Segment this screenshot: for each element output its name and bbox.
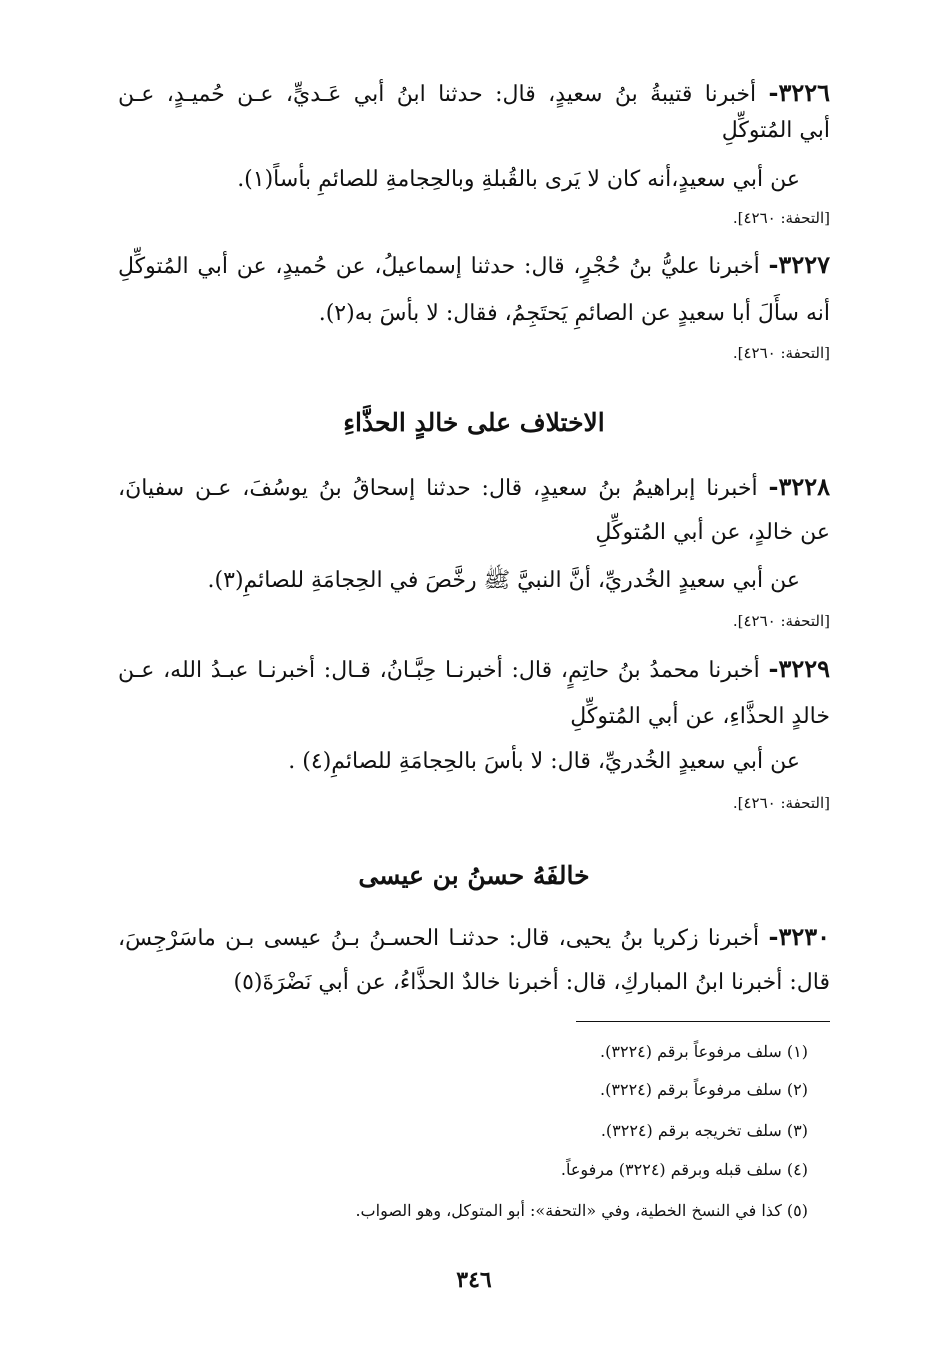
footnote-2: (٢) سلف مرفوعاً برقم (٣٢٢٤). [600,1080,808,1099]
hadith-number: ٣٢٢٦- [768,78,830,107]
hadith-3228-line-2: عن خالدٍ، عن أبي المُتوكِّلِ [595,520,830,545]
footnote-separator [576,1021,830,1022]
hadith-number: ٣٢٢٧- [768,250,830,279]
hadith-3230-line-2: قال: أخبرنا ابنُ المباركِ، قال: أخبرنا خالدٌ الحذَّاءُ، عن أبي نَضْرَةَ(٥) [233,970,830,995]
section-heading: خالفَهُ حسنُ بن عيسى [358,861,590,890]
hadith-3230-line-1 [118,920,830,956]
hadith-text: أخبرنا محمدُ بنُ حاتِمٍ، قال: أخبرنـا حِبَّـانُ، قـال: أخبرنـا عبـدُ الله، عـن [118,658,760,683]
hadith-text: أخبرنا إبراهيمُ بنُ سعيدٍ، قال: حدثنا إسحاقُ بنُ يوسُفَ، عـن سفيانَ، [118,476,758,501]
page-number: ٣٤٦ [456,1267,492,1293]
hadith-text: أخبرنا عليُّ بنُ حُجْرٍ، قال: حدثنا إسماعيلُ، عن حُميدٍ، عن أبي المُتوكِّلِ [118,254,760,279]
footnote-3: (٣) سلف تخريجه برقم (٣٢٢٤). [600,1121,808,1140]
footnote-5: (٥) كذا في النسخ الخطية، وفي «التحفة»: أبو المتوكل، وهو الصواب. [355,1201,808,1220]
hadith-3228-reference: [التحفة: ٤٢٦٠]. [732,612,830,630]
hadith-text: أخبرنا زكريا بنُ يحيى، قال: حدثنـا الحسـنُ بـنُ عيسى بـن ماسَرْجِسَ، [118,926,760,951]
hadith-3226-reference: [التحفة: ٤٢٦٠]. [732,209,830,227]
hadith-3228-matn: عن أبي سعيدٍ الخُدريِّ، أنَّ النبيَّ ﷺ رخَّصَ في الحِجامَةِ للصائمِ(٣). [207,568,800,593]
hadith-3229-line-1 [118,652,830,688]
hadith-3228-line-1 [118,470,830,506]
hadith-3227-line-2: أنه سأَلَ أبا سعيدٍ عن الصائمِ يَحتَجِمُ، فقال: لا بأسَ به(٢). [318,301,830,326]
section-heading: الاختلاف على خالدٍ الحذَّاءِ [343,408,605,437]
footnote-4: (٤) سلف قبله وبرقم (٣٢٢٤) مرفوعاً. [560,1160,808,1179]
hadith-3229-reference: [التحفة: ٤٢٦٠]. [732,794,830,812]
hadith-3226-line-1 [118,76,830,112]
hadith-number: ٣٢٣٠- [768,922,830,951]
hadith-3227-reference: [التحفة: ٤٢٦٠]. [732,344,830,362]
hadith-3226-line-2: أبي المُتوكِّلِ [721,118,830,143]
hadith-3226-matn: عن أبي سعيدٍ،أنه كان لا يَرى بالقُبلةِ وبالحِجامةِ للصائمِ بأساً(١). [237,167,800,192]
hadith-3229-line-2: خالدٍ الحذَّاءِ، عن أبي المُتوكِّلِ [570,704,830,729]
hadith-text: أخبرنا قتيبةُ بنُ سعيدٍ، قال: حدثنا ابنُ أبي عَـديٍّ، عـن حُميـدٍ، عـن [118,82,757,107]
hadith-number: ٣٢٢٩- [768,654,830,683]
hadith-3227-line-1 [118,248,830,284]
footnote-1: (١) سلف مرفوعاً برقم (٣٢٢٤). [600,1042,808,1061]
hadith-number: ٣٢٢٨- [768,472,830,501]
hadith-3229-matn: عن أبي سعيدٍ الخُدريِّ، قال: لا بأسَ بالحِجامَةِ للصائمِ(٤) . [288,749,800,774]
